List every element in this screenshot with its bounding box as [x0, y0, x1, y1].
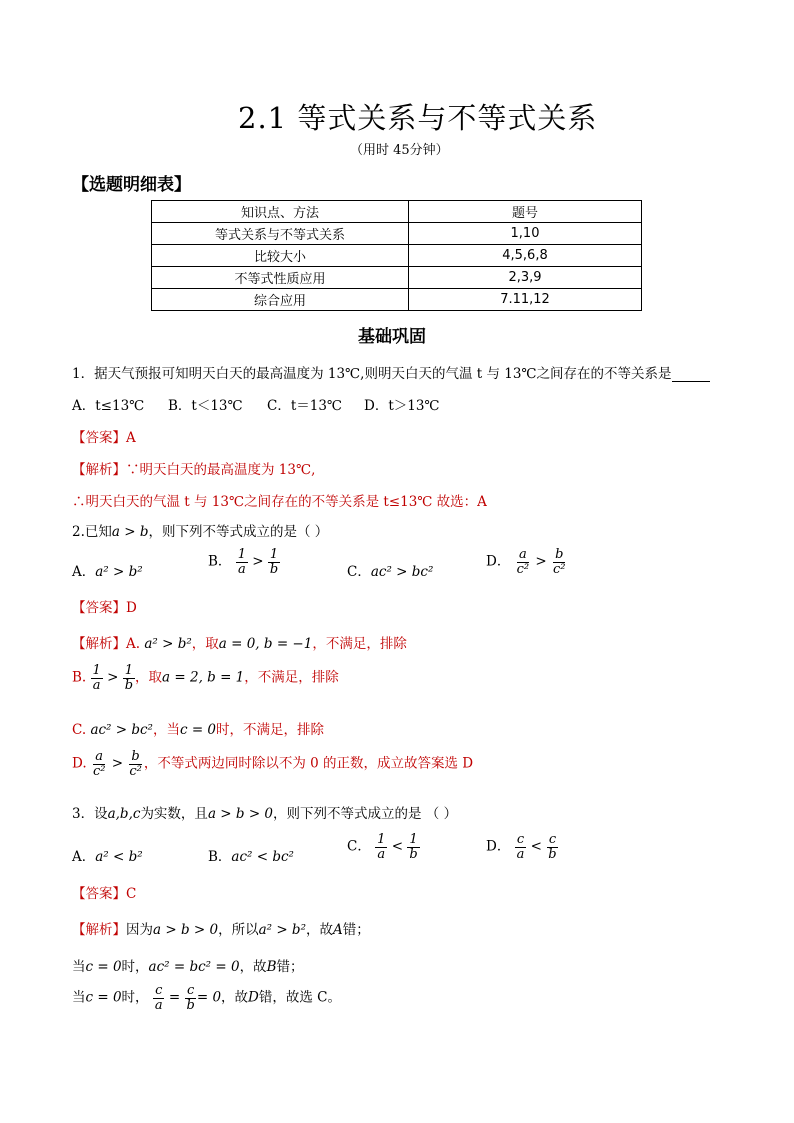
analysis-text: ，取 — [191, 636, 219, 652]
analysis-expr: = 0 — [196, 989, 222, 1006]
option-expr: a² > b² — [95, 564, 143, 580]
analysis-option-label: B. — [72, 669, 87, 686]
q3-analysis-line-1 — [72, 918, 370, 938]
q2-condition: a > b — [111, 524, 149, 540]
analysis-label: 【解析】 — [72, 636, 126, 652]
analysis-text: ，当 — [152, 722, 180, 738]
analysis-text: ，不满足，排除 — [312, 636, 407, 652]
table-cell: 不等式性质应用 — [152, 267, 409, 289]
question-detail-table — [151, 200, 642, 311]
analysis-expr: a = 2, b = 1 — [162, 669, 245, 686]
q1-analysis-line-2: ∴明天白天的气温 t 与 13℃之间存在的不等关系是 t≤13℃ 故选：A — [72, 494, 487, 510]
table-header-row — [152, 201, 642, 223]
analysis-option-label: D. — [72, 755, 87, 772]
table-row — [152, 267, 642, 289]
table-row — [152, 289, 642, 311]
analysis-text: ，故 — [221, 989, 249, 1006]
table-header-cell: 题号 — [409, 201, 642, 223]
analysis-text: 时， — [121, 989, 149, 1006]
analysis-text: 时， — [121, 959, 149, 975]
analysis-expr: a² > b² — [144, 636, 192, 652]
q1-option-b: B．t＜13℃ — [168, 398, 243, 414]
analysis-expr: A — [333, 922, 343, 938]
q1-stem — [72, 362, 710, 382]
analysis-expr: B — [266, 959, 277, 975]
table-cell: 4,5,6,8 — [409, 245, 642, 267]
analysis-text: ∵明天白天的最高温度为 13℃, — [126, 462, 316, 478]
analysis-text: 因为 — [126, 922, 153, 938]
analysis-text: 时，不满足，排除 — [216, 722, 325, 738]
option-label: A． — [72, 564, 96, 580]
option-label: D． — [486, 838, 511, 855]
fraction-c-over-b: $\frac{c}{b}$ — [186, 983, 195, 1013]
q2-analysis-b: B. $\frac{1}{a}$ > $\frac{1}{b}$ ，取a = 2, b = 1，不满足，排除 — [72, 663, 339, 693]
table-header-cell: 知识点、方法 — [152, 201, 409, 223]
analysis-expr: a² > b² — [258, 922, 306, 938]
q3-analysis-line-3: 当c = 0时， $\frac{c}{a}$ = $\frac{c}{b}$ = 0，故D错，故选 C。 — [72, 983, 341, 1013]
q2-analysis-d: D. $\frac{a}{\text{c²}}$ > $\frac{b}{\text{c²}}$ ，不等式两边同时除以不为 0 的正数，成立故答案选 D — [72, 749, 474, 779]
option-label: A． — [72, 849, 96, 865]
fraction-1-over-b: $\frac{1}{b}$ — [409, 832, 418, 862]
basic-section-title: 基础巩固 — [358, 327, 426, 347]
fraction-b-over-c2: $\frac{b}{\text{c²}}$ — [553, 547, 566, 577]
fraction-b-over-c2: $\frac{b}{\text{c²}}$ — [129, 749, 142, 779]
q1-analysis-line-1 — [72, 458, 315, 478]
time-limit: （用时 45分钟） — [350, 143, 449, 158]
fraction-1-over-b: $\frac{1}{b}$ — [124, 663, 134, 693]
analysis-text: ，取 — [135, 669, 163, 686]
option-expr: ac² < bc² — [231, 849, 294, 865]
q2-option-d: D． $\frac{a}{\text{c²}}$ > $\frac{b}{\text{c²}}$ — [486, 547, 566, 577]
q2-analysis-c — [72, 718, 324, 738]
table-cell: 比较大小 — [152, 245, 409, 267]
analysis-expr: c = 0 — [179, 722, 217, 738]
fraction-1-over-b: $\frac{1}{b}$ — [269, 547, 279, 577]
q2-analysis-a — [72, 632, 407, 652]
q1-answer: 【答案】A — [72, 430, 136, 446]
table-row — [152, 245, 642, 267]
fraction-a-over-c2: $\frac{a}{\text{c²}}$ — [92, 749, 106, 779]
fraction-a-over-c2: $\frac{a}{\text{c²}}$ — [516, 547, 530, 577]
option-expr: a² < b² — [95, 849, 143, 865]
analysis-label: 【解析】 — [72, 462, 126, 478]
analysis-expr: ac² > bc² — [90, 722, 153, 738]
q3-stem — [72, 802, 457, 822]
page-title: 2.1 等式关系与不等式关系 — [238, 101, 598, 135]
option-label: D． — [486, 553, 511, 570]
q3-option-c: C． $\frac{1}{a}$ < $\frac{1}{b}$ — [347, 832, 418, 862]
table-cell: 7.11,12 — [409, 289, 642, 311]
fraction-1-over-a: $\frac{1}{a}$ — [237, 547, 246, 577]
analysis-text: 当 — [72, 959, 86, 975]
q2-stem-prefix: 2.已知 — [72, 524, 112, 540]
q3-vars: a,b,c — [107, 806, 141, 822]
table-cell: 2,3,9 — [409, 267, 642, 289]
option-label: B． — [208, 553, 232, 570]
option-expr: ac² > bc² — [370, 564, 434, 580]
q3-stem-mid: 为实数，且 — [140, 806, 208, 822]
fraction-c-over-b: $\frac{c}{b}$ — [548, 832, 557, 862]
q2-option-b: B． $\frac{1}{a}$ > $\frac{1}{b}$ — [208, 547, 279, 577]
analysis-text: 错； — [276, 959, 304, 975]
q2-option-a — [72, 560, 143, 580]
analysis-text: ，故 — [239, 959, 267, 975]
q3-option-d: D． $\frac{c}{a}$ < $\frac{c}{b}$ — [486, 832, 557, 862]
q3-stem-prefix: 3．设 — [72, 806, 108, 822]
analysis-expr: D — [248, 989, 259, 1006]
q2-stem-suffix: ，则下列不等式成立的是（ ） — [148, 524, 329, 540]
q3-option-a — [72, 845, 143, 865]
analysis-option-label: C. — [72, 722, 87, 738]
q1-stem-text: 1．据天气预报可知明天白天的最高温度为 13℃,则明天白天的气温 t 与 13℃之间存在的不等关系是 — [72, 366, 672, 382]
q2-option-c — [347, 560, 433, 580]
q3-answer: 【答案】C — [72, 886, 137, 902]
option-label: C． — [347, 838, 371, 855]
fraction-c-over-a: $\frac{c}{a}$ — [516, 832, 525, 862]
q3-stem-suffix: ，则下列不等式成立的是 （ ） — [273, 806, 458, 822]
fraction-1-over-a: $\frac{1}{a}$ — [92, 663, 101, 693]
q3-analysis-line-2 — [72, 955, 303, 975]
analysis-label: 【解析】 — [72, 922, 126, 938]
q2-answer: 【答案】D — [72, 600, 137, 616]
analysis-option-label: A. — [126, 636, 141, 652]
analysis-text: 当 — [72, 989, 86, 1006]
analysis-text: 错，故选 C。 — [258, 989, 341, 1006]
q1-option-c: C．t＝13℃ — [267, 398, 343, 414]
analysis-expr: ac² = bc² = 0 — [148, 959, 240, 975]
analysis-expr: c = 0 — [85, 989, 122, 1006]
analysis-text: ，不满足，排除 — [244, 669, 339, 686]
analysis-text: ，所以 — [218, 922, 259, 938]
analysis-text: 错； — [342, 922, 370, 938]
section-title: 【选题明细表】 — [72, 175, 191, 195]
table-cell: 1,10 — [409, 223, 642, 245]
q3-condition: a > b > 0 — [207, 806, 274, 822]
q2-stem — [72, 520, 328, 540]
analysis-expr: c = 0 — [85, 959, 122, 975]
q1-option-a: A．t≤13℃ — [72, 398, 145, 414]
option-label: B． — [208, 849, 232, 865]
table-cell: 综合应用 — [152, 289, 409, 311]
fraction-c-over-a: $\frac{c}{a}$ — [154, 983, 163, 1013]
table-row — [152, 223, 642, 245]
analysis-text: ，故 — [306, 922, 333, 938]
analysis-expr: a > b > 0 — [153, 922, 219, 938]
fraction-1-over-a: $\frac{1}{a}$ — [377, 832, 386, 862]
q1-option-d: D．t＞13℃ — [364, 398, 440, 414]
analysis-expr: a = 0, b = −1 — [218, 636, 313, 652]
table-cell: 等式关系与不等式关系 — [152, 223, 409, 245]
option-label: C． — [347, 564, 371, 580]
analysis-text: ，不等式两边同时除以不为 0 的正数，成立故答案选 D — [143, 755, 474, 772]
q3-option-b — [208, 845, 294, 865]
answer-blank — [672, 381, 710, 382]
